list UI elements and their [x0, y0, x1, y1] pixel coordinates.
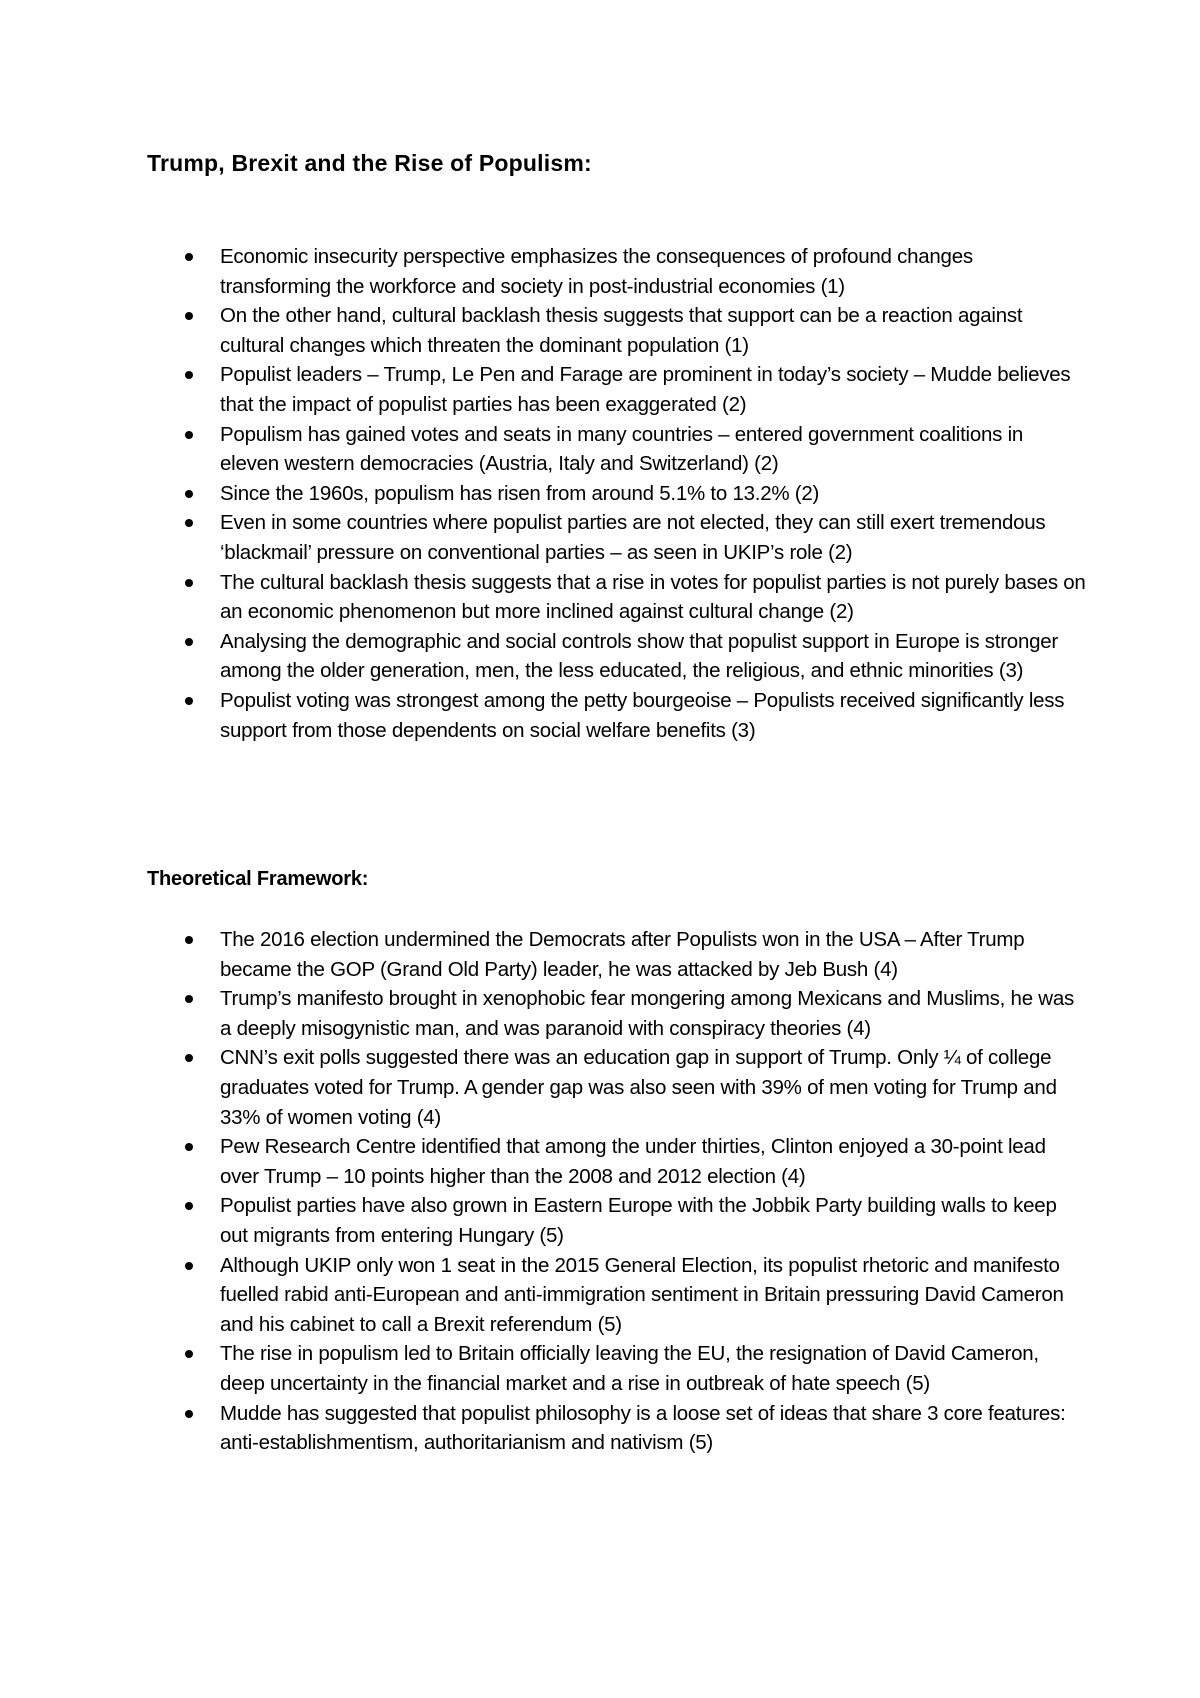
list-item [147, 301, 1087, 360]
list-item [147, 1191, 1087, 1250]
list-item-text: Analysing the demographic and social controls show that populist support in Europe is stronger among the older generation, men, the less educated, the religious, and ethnic minorities (3) [220, 629, 1058, 683]
list-item-text: Although UKIP only won 1 seat in the 2015 General Election, its populist rhetoric and manifesto fuelled rabid anti-European and anti-immigration sentiment in Britain pressuring David Cameron and his cabinet to call a Brexit referendum (5) [220, 1253, 1064, 1336]
bullet-icon [185, 253, 193, 261]
list-item-text: Mudde has suggested that populist philosophy is a loose set of ideas that share 3 core features: anti-establishmentism, authoritarianism and nativism (5) [220, 1401, 1066, 1455]
bullet-icon [185, 1350, 193, 1358]
list-item-text: Since the 1960s, populism has risen from around 5.1% to 13.2% (2) [220, 481, 820, 505]
list-item [147, 627, 1087, 686]
list-item-text: The rise in populism led to Britain officially leaving the EU, the resignation of David Cameron, deep uncertainty in the financial market and a rise in outbreak of hate speech (5) [220, 1342, 1039, 1395]
list-item [147, 984, 1087, 1043]
bullet-icon [185, 995, 193, 1003]
list-item [147, 242, 1087, 301]
list-item [147, 479, 1087, 509]
bullet-icon [185, 1143, 193, 1151]
list-item [147, 1399, 1087, 1458]
list-item-text: Economic insecurity perspective emphasizes the consequences of profound changes transforming the workforce and society in post-industrial economies (1) [220, 245, 973, 298]
list-item [147, 925, 1087, 984]
bullet-icon [185, 1410, 193, 1418]
bullet-icon [185, 936, 193, 944]
list-item [147, 568, 1087, 627]
list-item [147, 686, 1087, 745]
list-item [147, 508, 1087, 567]
list-item-text: Populist parties have also grown in Eastern Europe with the Jobbik Party building walls to keep out migrants from entering Hungary (5) [220, 1194, 1057, 1247]
bullet-icon [185, 1054, 193, 1062]
page-title: Trump, Brexit and the Rise of Populism: [147, 150, 592, 176]
list-item [147, 1339, 1087, 1398]
bullet-icon [185, 579, 193, 587]
bullet-icon [185, 1202, 193, 1210]
bullet-icon [185, 519, 193, 527]
list-item-text: Even in some countries where populist parties are not elected, they can still exert tremendous ‘blackmail’ pressure on conventional parties – as seen in UKIP’s role (2) [220, 511, 1046, 564]
section-heading: Theoretical Framework: [147, 868, 369, 890]
bullet-icon [185, 697, 193, 705]
bullet-icon [185, 638, 193, 646]
bullet-icon [185, 431, 193, 439]
list-item [147, 1251, 1087, 1340]
framework-bullet-list [147, 925, 1087, 1458]
list-item-text: Populist voting was strongest among the petty bourgeoise – Populists received significantly less support from those dependents on social welfare benefits (3) [220, 688, 1065, 742]
list-item-text: On the other hand, cultural backlash thesis suggests that support can be a reaction against cultural changes which threaten the dominant population (1) [220, 304, 1023, 357]
list-item-text: The 2016 election undermined the Democrats after Populists won in the USA – After Trump became the GOP (Grand Old Party) leader, he was attacked by Jeb Bush (4) [220, 928, 1025, 981]
list-item-text: Pew Research Centre identified that among the under thirties, Clinton enjoyed a 30-point lead over Trump – 10 points higher than the 2008 and 2012 election (4) [220, 1135, 1046, 1188]
list-item [147, 420, 1087, 479]
list-item [147, 1132, 1087, 1191]
list-item-text: Trump’s manifesto brought in xenophobic fear mongering among Mexicans and Muslims, he was a deeply misogynistic man, and was paranoid with conspiracy theories (4) [220, 987, 1074, 1040]
bullet-icon [185, 312, 193, 320]
list-item-text: Populism has gained votes and seats in many countries – entered government coalitions in eleven western democracies (Austria, Italy and Switzerland) (2) [220, 422, 1024, 476]
list-item-text: Populist leaders – Trump, Le Pen and Farage are prominent in today’s society – Mudde believes that the impact of populist parties has been exaggerated (2) [220, 363, 1071, 416]
bullet-icon [185, 371, 193, 379]
bullet-icon [185, 490, 193, 498]
list-item [147, 1043, 1087, 1132]
list-item-text: The cultural backlash thesis suggests that a rise in votes for populist parties is not purely bases on an economic phenomenon but more inclined against cultural change (2) [220, 570, 1086, 624]
list-item-text: CNN’s exit polls suggested there was an education gap in support of Trump. Only ¼ of college graduates voted for Trump. A gender gap was also seen with 39% of men voting for Trump and 33% of women voting (4) [220, 1046, 1057, 1129]
list-item [147, 360, 1087, 419]
populism-bullet-list [147, 242, 1087, 745]
bullet-icon [185, 1262, 193, 1270]
